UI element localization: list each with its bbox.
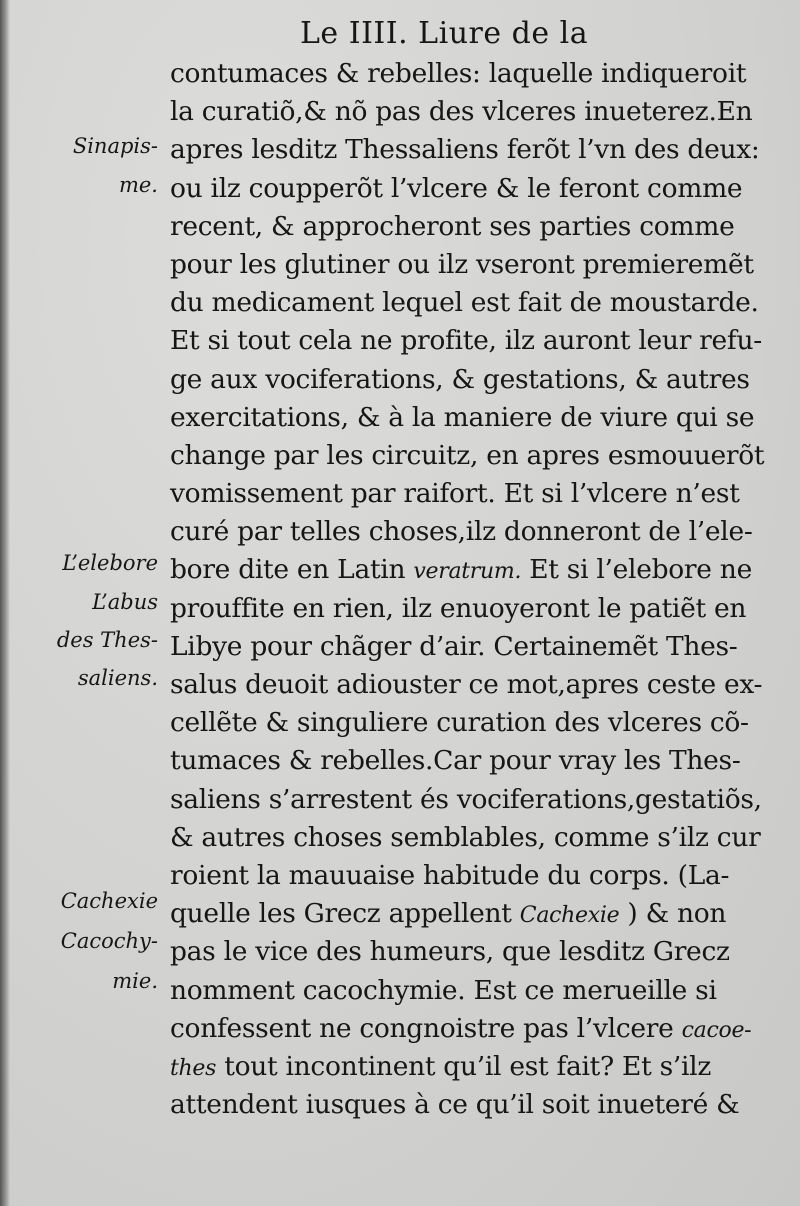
text-line: attendent iusques à ce qu’il soit inueteré & — [170, 1089, 740, 1121]
text-line: salus deuoit adiouster ce mot,apres ceste ex- — [170, 669, 763, 700]
text-line: saliens s’arrestent és vociferations,gestatiõs, — [170, 783, 762, 815]
running-head: Le IIII. Liure de la — [300, 16, 589, 51]
text-line: curé par telles choses,ilz donneront de l’ele- — [170, 516, 753, 548]
text-line-cacoethes — [170, 1010, 790, 1048]
text-line-cachexie — [170, 895, 790, 933]
margin-notes — [0, 0, 170, 1206]
text-line: pas le vice des humeurs, que lesditz Grecz — [170, 936, 730, 968]
text-line-elebore — [170, 551, 790, 589]
text-line: cellẽte & singuliere curation des vlceres cõ- — [170, 707, 749, 739]
text-line: & autres choses semblables, comme s’ilz cur — [170, 821, 761, 853]
text-segment: confessent ne congnoistre pas l’vlcere — [170, 1012, 674, 1044]
margin-note-elebore: L’elebore — [62, 551, 158, 575]
text-line: contumaces & rebelles: laquelle indiqueroit — [170, 58, 747, 89]
margin-note-abus-1: L’abus — [92, 590, 158, 614]
text-line: nomment cacochymie. Est ce merueille si — [170, 974, 717, 1006]
text-line: apres lesditz Thessaliens ferõt l’vn des deux: — [170, 134, 760, 166]
margin-note-abus-2: des Thes- — [56, 628, 158, 652]
margin-note-cachexie: Cachexie — [60, 889, 158, 913]
text-segment: Et si l’elebore ne — [521, 554, 752, 586]
text-line: ge aux vociferations, & gestations, & autres — [170, 363, 750, 395]
body-text — [170, 55, 790, 1124]
italic-word-cachexie: Cachexie — [519, 903, 620, 929]
text-line: Libye pour chãger d’air. Certainemẽt Thes- — [170, 630, 738, 662]
text-line: du medicament lequel est fait de moustarde. — [170, 287, 759, 319]
text-line: exercitations, & à la maniere de viure qui se — [170, 401, 755, 433]
margin-note-sinapisme-1: Sinapis- — [72, 134, 158, 158]
margin-note-cacochymie-2: mie. — [112, 969, 158, 993]
text-line: tumaces & rebelles.Car pour vray les Thes- — [170, 745, 741, 777]
text-line: roient la mauuaise habitude du corps. (La- — [170, 859, 730, 891]
margin-note-cacochymie-1: Cacochy- — [60, 929, 158, 953]
text-line: change par les circuitz, en apres esmouuerõt — [170, 439, 765, 471]
text-line: ou ilz coupperõt l’vlcere & le feront comme — [170, 172, 743, 204]
italic-word-thes: thes — [170, 1055, 217, 1081]
text-line: prouffite en rien, ilz enuoyeront le patiẽt en — [170, 592, 747, 624]
text-line-thes — [170, 1048, 790, 1086]
text-line: Et si tout cela ne profite, ilz auront leur refu- — [170, 325, 762, 357]
italic-word-cacoe: cacoe- — [681, 1017, 752, 1043]
margin-note-abus-3: saliens. — [77, 666, 158, 690]
text-segment: tout incontinent qu’il est fait? Et s’ilz — [216, 1050, 712, 1082]
text-segment: ) & non — [619, 898, 727, 930]
text-line: la curatiõ,& nõ pas des vlceres inueterez.En — [170, 96, 753, 128]
text-segment: bore dite en Latin — [170, 554, 406, 586]
italic-word-veratrum: veratrum. — [413, 559, 522, 585]
text-line: pour les glutiner ou ilz vseront premieremẽt — [170, 248, 754, 280]
text-segment: quelle les Grecz appellent — [170, 898, 512, 930]
margin-note-sinapisme-2: me. — [118, 173, 158, 197]
text-line: recent, & approcheront ses parties comme — [170, 210, 735, 242]
text-line: vomissement par raifort. Et si l’vlcere n’est — [170, 478, 740, 510]
